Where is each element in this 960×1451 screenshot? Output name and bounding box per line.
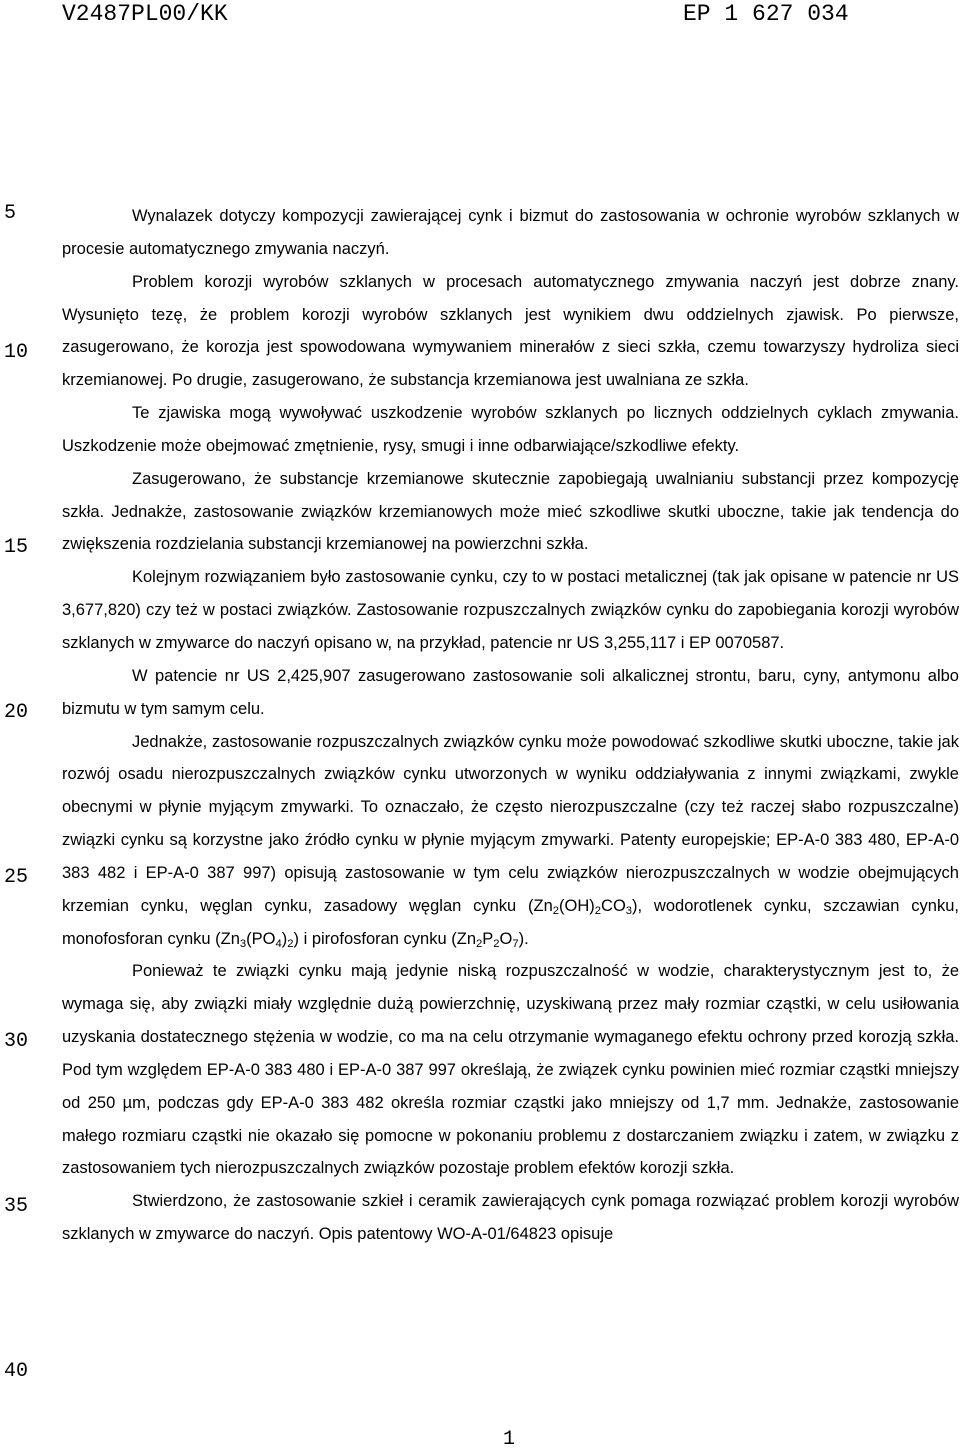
text-run: O	[499, 929, 513, 948]
paragraph: Wynalazek dotyczy kompozycji zawierającej cynk i bizmut do zastosowania w ochronie wyrobów szklanych w procesie automatycznego zmywania naczyń.	[62, 207, 959, 258]
subscript: 2	[287, 937, 294, 950]
line-number: 10	[4, 341, 29, 364]
subscript: 3	[239, 937, 247, 950]
paragraph: Stwierdzono, że zastosowanie szkieł i ceramik zawierających cynk pomaga rozwiązać problem korozji wyrobów szklanych w zmywarce do naczyń. Opis patentowy WO-A-01/64823 opisuje	[62, 1192, 959, 1244]
line-number: 25	[4, 866, 29, 889]
line-number: 35	[4, 1195, 29, 1218]
paragraph: W patencie nr US 2,425,907 zasugerowano zastosowanie soli alkalicznej strontu, baru, cyny, antymonu albo bizmutu w tym samym celu.	[62, 666, 959, 718]
text-run: (PO	[246, 929, 276, 948]
line-number: 5	[4, 202, 17, 225]
paragraph-zinc-compounds	[62, 726, 959, 956]
text-run: CO	[601, 896, 626, 915]
text-run: P	[482, 929, 494, 948]
text-run: (OH)	[559, 896, 595, 915]
paragraph: Te zjawiska mogą wywoływać uszkodzenie wyrobów szklanych po licznych oddzielnych cyklach zmywania. Uszkodzenie może obejmować zmętnienie, rysy, smugi i inne odbarwiające/szkodliwe efekty.	[62, 404, 959, 455]
paragraph: Zasugerowano, że substancje krzemianowe skutecznie zapobiegają uwalnianiu substancji przez kompozycję szkła. Jednakże, zastosowanie związków krzemianowych może mieć szkodliwe skutki uboczne, takie jak tendencja do zwiększenia rozdzielania substancji krzemianowej na powierzchni szkła.	[62, 469, 959, 554]
subscript: 2	[493, 937, 500, 950]
paragraph: Problem korozji wyrobów szklanych w procesach automatycznego zmywania naczyń jest dobrze znany. Wysunięto tezę, że problem korozji wyrobów szklanych jest wynikiem dwu oddzielnych zjawisk. Po pierwsze, zasugerowano, że korozja jest spowodowana wymywaniem minerałów z sieci szkła, czemu towarzyszy hydroliza sieci krzemianowej. Po drugie, zasugerowano, że substancja krzemianowa jest uwalniana ze szkła.	[62, 272, 959, 390]
line-number: 40	[4, 1360, 29, 1383]
line-number: 15	[4, 536, 29, 559]
subscript: 3	[625, 904, 633, 917]
document-id: V2487PL00/KK	[62, 1, 228, 27]
patent-number: EP 1 627 034	[683, 1, 849, 27]
paragraph: Ponieważ te związki cynku mają jedynie niską rozpuszczalność w wodzie, charakterystycznym jest to, że wymaga się, aby związki miały względnie dużą powierzchnię, uzyskiwaną przez mały rozmiar cząstki, w celu usiłowania uzyskania dostatecznego stężenia w wodzie, co ma na celu otrzymanie wymaganego efektu ochrony przed korozją szkła. Pod tym względem EP-A-0 383 480 i EP-A-0 387 997 określają, że związek cynku powinien mieć rozmiar cząstki mniejszy od 250 µm, podczas gdy EP-A-0 383 482 określa rozmiar cząstki jako mniejszy od 1,7 mm. Jednakże, zastosowanie małego rozmiaru cząstki nie okazało się pomocne w pokonaniu problemu z dostarczaniem związku i zatem, w związku z zastosowaniem tych nierozpuszczalnych związków pozostaje problem efektów korozji szkła.	[62, 962, 959, 1178]
text-run: )	[281, 929, 288, 948]
page-number: 1	[503, 1428, 516, 1451]
text-run: ), wodorotlenek cynku, szczawian cynku, monofosforan cynku (Zn	[62, 896, 959, 948]
subscript: 2	[552, 904, 560, 917]
document-body	[62, 200, 959, 1251]
text-run: ).	[518, 929, 529, 948]
subscript: 2	[476, 937, 483, 950]
text-run: ) i pirofosforan cynku (Zn	[293, 929, 476, 948]
line-number: 20	[4, 701, 29, 724]
subscript: 4	[275, 937, 282, 950]
subscript: 2	[594, 904, 602, 917]
line-number: 30	[4, 1030, 29, 1053]
paragraph: Kolejnym rozwiązaniem było zastosowanie cynku, czy to w postaci metalicznej (tak jak opisane w patencie nr US 3,677,820) czy też w postaci związków. Zastosowanie rozpuszczalnych związków cynku do zapobiegania korozji wyrobów szklanych w zmywarce do naczyń opisano w, na przykład, patencie nr US 3,255,117 i EP 0070587.	[62, 568, 959, 652]
subscript: 7	[512, 937, 519, 950]
text-run: Jednakże, zastosowanie rozpuszczalnych związków cynku może powodować szkodliwe skutki uboczne, takie jak rozwój osadu nierozpuszczalnych związków cynku utworzonych w wyniku oddziaływania z innymi związkami, zwykle obecnymi w płynie myjącym zmywarki. To oznaczało, że często nierozpuszczalne (czy też raczej słabo rozpuszczalne) związki cynku są korzystne jako źródło cynku w płynie myjącym zmywarki. Patenty europejskie; EP-A-0 383 480, EP-A-0 383 482 i EP-A-0 387 997) opisują zastosowanie w tym celu związków nierozpuszczalnych w wodzie obejmujących krzemian cynku, węglan cynku, zasadowy węglan cynku (Zn	[62, 732, 959, 915]
